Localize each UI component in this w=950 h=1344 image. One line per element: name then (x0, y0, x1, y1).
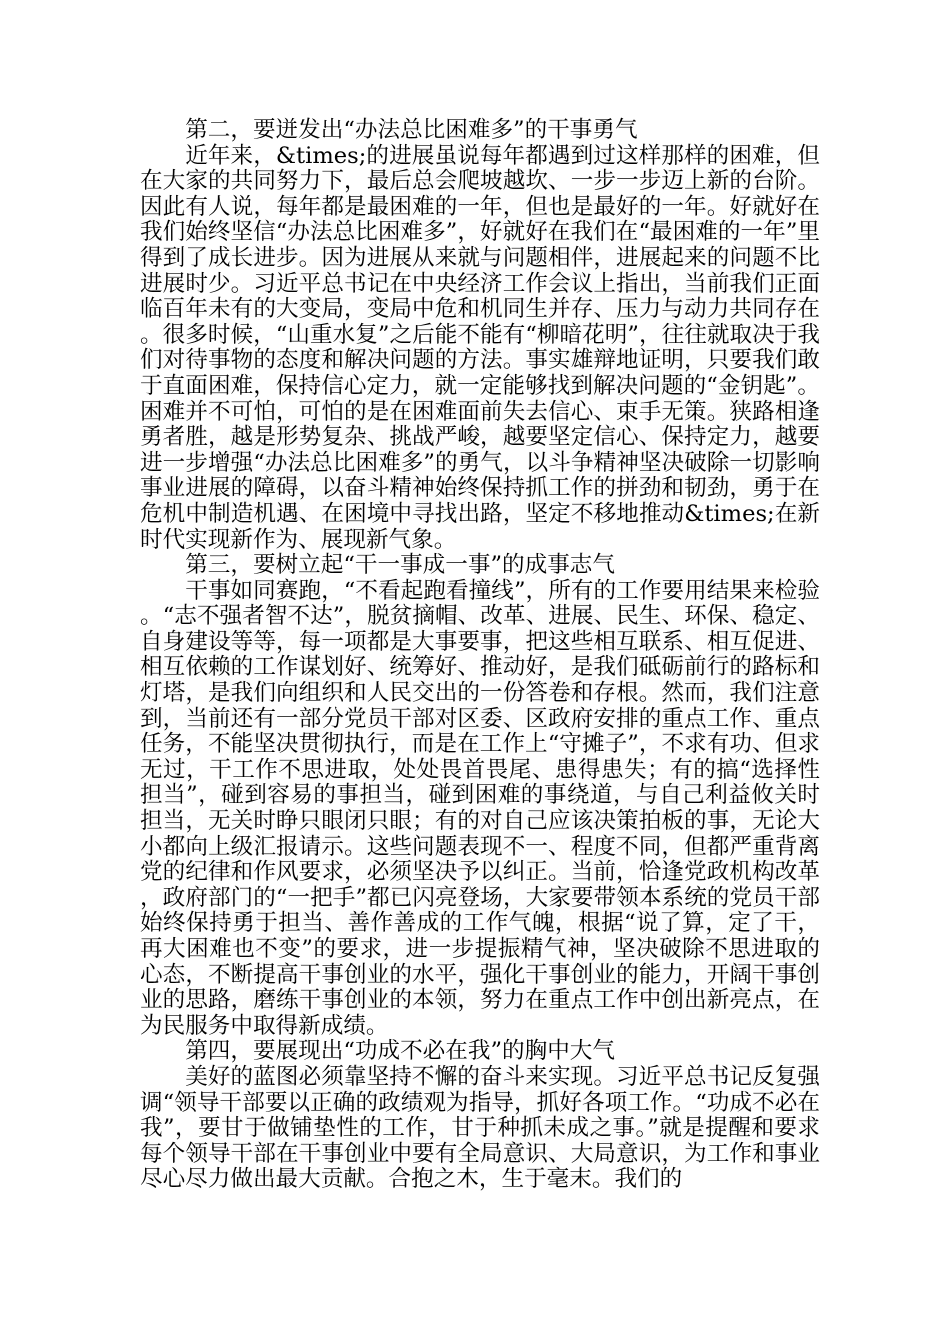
body-paragraph-2: 近年来，&times;的进展虽说每年都遇到过这样那样的困难，但在大家的共同努力下，最后总会爬坡越坎、一步一步迈上新的台阶。因此有人说，每年都是最困难的一年，但也是最好的一年。好就好在我们始终坚信“办法总比困难多”，好就好在我们在“最困难的一年”里得到了成长进步。因为进展从来就与问题相伴，进展起来的问题不比进展时少。习近平总书记在中央经济工作会议上指出，当前我们正面临百年未有的大变局，变局中危和机同生并存、压力与动力共同存在。很多时候，“山重水复”之后能不能有“柳暗花明”，往往就取决于我们对待事物的态度和解决问题的方法。事实雄辩地证明，只要我们敢于直面困难，保持信心定力，就一定能够找到解决问题的“金钥匙”。困难并不可怕，可怕的是在困难面前失去信心、束手无策。狭路相逢勇者胜，越是形势复杂、挑战严峻，越要坚定信心、保持定力，越要进一步增强“办法总比困难多”的勇气，以斗争精神坚决破除一切影响事业进展的障碍，以奋斗精神始终保持抓工作的拼劲和韧劲，勇于在危机中制造机遇、在困境中寻找出路，坚定不移地推动&times;在新时代实现新作为、展现新气象。 (140, 142, 820, 553)
section-heading-2: 第二，要迸发出“办法总比困难多”的干事勇气 (185, 117, 638, 143)
body-paragraph-4: 美好的蓝图必须靠坚持不懈的奋斗来实现。习近平总书记反复强调“领导干部要以正确的政绩观为指导，抓好各项工作。“功成不必在我”，要甘于做铺垫性的工作，甘于种抓未成之事。”就是提醒和要求每个领导干部在干事创业中要有全局意识、大局意识，为工作和事业尽心尽力做出最大贡献。合抱之木，生于毫末。我们的 (140, 1063, 820, 1193)
section-heading-3: 第三，要树立起“干一事成一事”的成事志气 (185, 552, 615, 579)
section-heading-4: 第四，要展现出“功成不必在我”的胸中大气 (185, 1038, 615, 1065)
body-paragraph-3: 干事如同赛跑，“不看起跑看撞线”，所有的工作要用结果来检验。“志不强者智不达”，脱贫摘帽、改革、进展、民生、环保、稳定、自身建设等等，每一项都是大事要事，把这些相互联系、相互促进、相互依赖的工作谋划好、统筹好、推动好，是我们砥砺前行的路标和灯塔，是我们向组织和人民交出的一份答卷和存根。然而，我们注意到，当前还有一部分党员干部对区委、区政府安排的重点工作、重点任务，不能坚决贯彻执行，而是在工作上“守摊子”，不求有功、但求无过，干工作不思进取，处处畏首畏尾、患得患失；有的搞“选择性担当”，碰到容易的事担当，碰到困难的事绕道，与自己利益攸关时担当，无关时睁只眼闭只眼；有的对自己应该决策拍板的事，无论大小都向上级汇报请示。这些问题表现不一、程度不同，但都严重背离党的纪律和作风要求，必须坚决予以纠正。当前，恰逢党政机构改革，政府部门的“一把手”都已闪亮登场，大家要带领本系统的党员干部始终保持勇于担当、善作善成的工作气魄，根据“说了算，定了干，再大困难也不变”的要求，进一步提振精气神，坚决破除不思进取的心态，不断提高干事创业的水平，强化干事创业的能力，开阔干事创业的思路，磨练干事创业的本领，努力在重点工作中创出新亮点，在为民服务中取得新成绩。 (140, 577, 820, 1039)
document-page (140, 118, 820, 1193)
